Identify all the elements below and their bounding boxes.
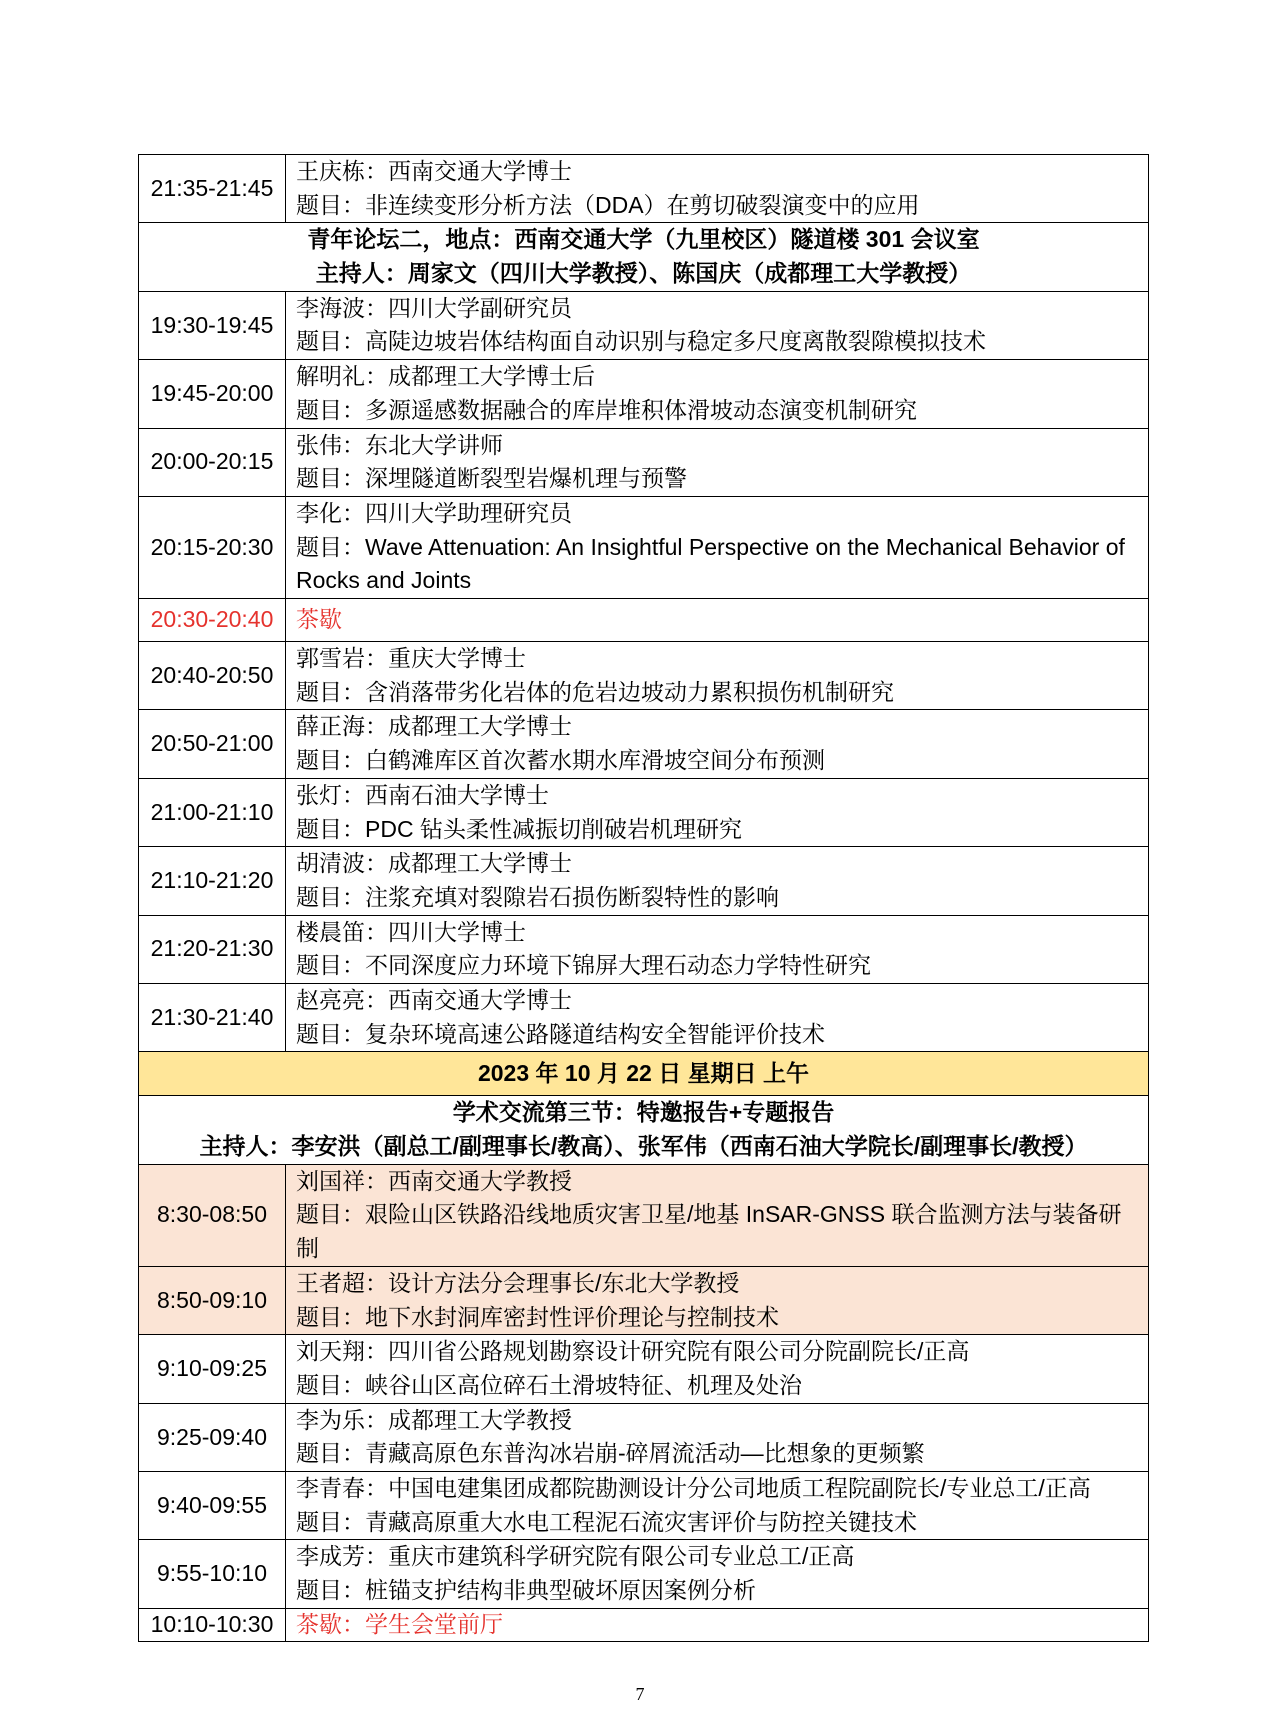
session-header-title: 青年论坛二，地点：西南交通大学（九里校区）隧道楼 301 会议室: [307, 226, 980, 253]
talk-title-line: 题目：白鹤滩库区首次蓄水期水库滑坡空间分布预测: [296, 747, 825, 774]
talk-cell: [286, 916, 1148, 983]
talk-title-line: 题目：地下水封洞库密封性评价理论与控制技术: [296, 1303, 779, 1330]
talk-cell: [286, 984, 1148, 1051]
speaker-line: 李青春：中国电建集团成都院勘测设计分公司地质工程院副院长/专业总工/正高: [296, 1475, 1091, 1502]
schedule-row: [139, 984, 1148, 1052]
time-cell: 21:00-21:10: [139, 779, 286, 846]
tea-break-label: 茶歇: [296, 606, 342, 633]
talk-cell: [286, 497, 1148, 598]
session-header-hosts: 主持人：周家文（四川大学教授）、陈国庆（成都理工大学教授）: [315, 260, 972, 287]
schedule-row: [139, 642, 1148, 710]
schedule-row: [139, 1404, 1148, 1472]
schedule-row: [139, 1540, 1148, 1608]
talk-title-line: 题目：峡谷山区高位碎石土滑坡特征、机理及处治: [296, 1371, 802, 1398]
talk-cell: [286, 1267, 1148, 1334]
talk-cell: [286, 1165, 1148, 1266]
talk-title-line: 题目：PDC 钻头柔性减振切削破岩机理研究: [296, 815, 742, 842]
talk-title-line: 题目：Wave Attenuation: An Insightful Perspective on the Mechanical Behavior of: [296, 533, 1125, 560]
speaker-line: 李化：四川大学助理研究员: [296, 499, 572, 526]
talk-title-line: 题目：深埋隧道断裂型岩爆机理与预警: [296, 465, 687, 492]
talk-cell: [286, 155, 1148, 222]
time-cell: 10:10-10:30: [139, 1609, 286, 1641]
talk-title-line: 题目：注浆充填对裂隙岩石损伤断裂特性的影响: [296, 883, 779, 910]
talk-title-line: 题目：复杂环境高速公路隧道结构安全智能评价技术: [296, 1020, 825, 1047]
talk-cell: [286, 1335, 1148, 1402]
schedule-row: [139, 497, 1148, 599]
time-cell: 19:45-20:00: [139, 360, 286, 427]
speaker-line: 李海波：四川大学副研究员: [296, 294, 572, 321]
talk-cell: [286, 642, 1148, 709]
speaker-line: 刘国祥：西南交通大学教授: [296, 1167, 572, 1194]
invited-talk-row: [139, 1165, 1148, 1267]
time-cell: 21:10-21:20: [139, 847, 286, 914]
time-cell: 20:15-20:30: [139, 497, 286, 598]
speaker-line: 李成芳：重庆市建筑科学研究院有限公司专业总工/正高: [296, 1543, 855, 1570]
session-header-title: 学术交流第三节：特邀报告+专题报告: [452, 1099, 835, 1126]
talk-title-line: 题目：非连续变形分析方法（DDA）在剪切破裂演变中的应用: [296, 191, 920, 218]
talk-cell: [286, 779, 1148, 846]
session-header-hosts: 主持人：李安洪（副总工/副理事长/教高）、张军伟（西南石油大学院长/副理事长/教授）: [199, 1133, 1088, 1160]
time-cell: 9:25-09:40: [139, 1404, 286, 1471]
time-cell: 20:40-20:50: [139, 642, 286, 709]
talk-title-line: 题目：高陡边坡岩体结构面自动识别与稳定多尺度离散裂隙模拟技术: [296, 328, 986, 355]
talk-cell: [286, 847, 1148, 914]
talk-cell: [286, 1472, 1148, 1539]
talk-title-line: 题目：艰险山区铁路沿线地质灾害卫星/地基 InSAR-GNSS 联合监测方法与装备研: [296, 1201, 1122, 1228]
talk-title-line: 题目：青藏高原色东普沟冰岩崩-碎屑流活动—比想象的更频繁: [296, 1440, 925, 1467]
talk-cell: [286, 429, 1148, 496]
tea-break-row: [139, 1609, 1148, 1641]
speaker-line: 王者超：设计方法分会理事长/东北大学教授: [296, 1269, 740, 1296]
session-header: [139, 1096, 1148, 1163]
schedule-row: [139, 360, 1148, 428]
schedule-row: [139, 292, 1148, 360]
talk-cell: [286, 710, 1148, 777]
talk-title-line: 题目：桩锚支护结构非典型破坏原因案例分析: [296, 1577, 756, 1604]
schedule-row: [139, 916, 1148, 984]
schedule-row: [139, 1335, 1148, 1403]
talk-cell: [286, 360, 1148, 427]
time-cell: 9:55-10:10: [139, 1540, 286, 1607]
talk-title-line: 制: [296, 1235, 319, 1262]
speaker-line: 胡清波：成都理工大学博士: [296, 850, 572, 877]
session-header-row: [139, 1096, 1148, 1164]
tea-break-cell: [286, 599, 1148, 641]
tea-break-row: [139, 599, 1148, 642]
speaker-line: 薛正海：成都理工大学博士: [296, 713, 572, 740]
schedule-row: [139, 429, 1148, 497]
speaker-line: 张伟：东北大学讲师: [296, 431, 503, 458]
session-header-row: [139, 223, 1148, 291]
talk-cell: [286, 1404, 1148, 1471]
speaker-line: 李为乐：成都理工大学教授: [296, 1406, 572, 1433]
talk-title-line: 题目：不同深度应力环境下锦屏大理石动态力学特性研究: [296, 952, 871, 979]
schedule-row: [139, 155, 1148, 223]
talk-title-line: Rocks and Joints: [296, 567, 472, 594]
schedule-row: [139, 779, 1148, 847]
time-cell: 19:30-19:45: [139, 292, 286, 359]
speaker-line: 解明礼：成都理工大学博士后: [296, 363, 595, 390]
time-cell: 21:30-21:40: [139, 984, 286, 1051]
date-label: 2023 年 10 月 22 日 星期日 上午: [477, 1060, 810, 1087]
schedule-row: [139, 1472, 1148, 1540]
talk-cell: [286, 292, 1148, 359]
time-cell: 20:00-20:15: [139, 429, 286, 496]
speaker-line: 郭雪岩：重庆大学博士: [296, 645, 526, 672]
schedule-row: [139, 847, 1148, 915]
time-cell: 20:30-20:40: [139, 599, 286, 641]
speaker-line: 王庆栋：西南交通大学博士: [296, 158, 572, 184]
speaker-line: 刘天翔：四川省公路规划勘察设计研究院有限公司分院副院长/正高: [296, 1338, 970, 1365]
tea-break-label: 茶歇：学生会堂前厅: [296, 1610, 503, 1637]
tea-break-cell: [286, 1609, 1148, 1641]
time-cell: 8:50-09:10: [139, 1267, 286, 1334]
time-cell: 21:35-21:45: [139, 155, 286, 222]
schedule-table: [138, 154, 1149, 1642]
session-header: [139, 223, 1148, 290]
schedule-row: [139, 710, 1148, 778]
time-cell: 9:10-09:25: [139, 1335, 286, 1402]
talk-title-line: 题目：青藏高原重大水电工程泥石流灾害评价与防控关键技术: [296, 1508, 917, 1535]
speaker-line: 赵亮亮：西南交通大学博士: [296, 987, 572, 1013]
page-number: 7: [635, 1684, 645, 1704]
talk-cell: [286, 1540, 1148, 1607]
talk-title-line: 题目：含消落带劣化岩体的危岩边坡动力累积损伤机制研究: [296, 678, 894, 705]
time-cell: 20:50-21:00: [139, 710, 286, 777]
time-cell: 8:30-08:50: [139, 1165, 286, 1266]
invited-talk-row: [139, 1267, 1148, 1335]
time-cell: 9:40-09:55: [139, 1472, 286, 1539]
speaker-line: 楼晨笛：四川大学博士: [296, 918, 526, 945]
date-row: [139, 1052, 1148, 1096]
date-cell: [139, 1052, 1148, 1095]
time-cell: 21:20-21:30: [139, 916, 286, 983]
speaker-line: 张灯：西南石油大学博士: [296, 781, 549, 808]
talk-title-line: 题目：多源遥感数据融合的库岸堆积体滑坡动态演变机制研究: [296, 396, 917, 423]
